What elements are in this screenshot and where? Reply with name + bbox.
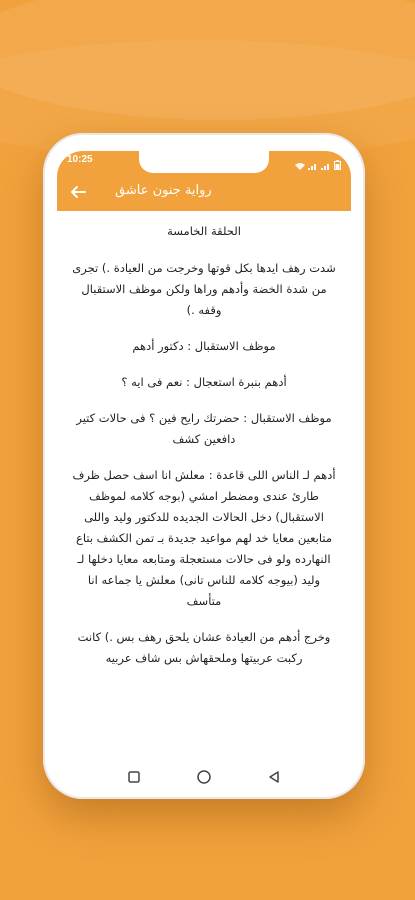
story-paragraph: أدهم لـ الناس اللى قاعدة : معلش انا اسف حصل ظرف طارئ عندى ومضطر امشي (بوجه كلامه لموظف الاستقبال) دخل الحالات الجديده للدكتور وليد واللى متابعين معايا خد لهم مواعيد جديدة بـ تمن الكشف بتاع النهارده ولو فى حالات مستعجلة ومتابعه معايا دخلها لـ وليد (بيوجه كلامه للناس تانى) معلش يا جماعه انا متأسف — [72, 468, 336, 608]
status-time: 10:25 — [67, 154, 93, 165]
phone-screen — [57, 151, 351, 755]
chapter-heading: الحلقة الخامسة — [167, 224, 241, 238]
nav-back-button[interactable] — [263, 766, 285, 788]
circle-icon — [196, 769, 212, 785]
system-nav-bar — [57, 755, 351, 799]
triangle-icon — [267, 770, 281, 784]
camera-notch — [139, 151, 269, 173]
square-icon — [127, 770, 141, 784]
arrow-left-icon — [65, 179, 91, 205]
back-button[interactable] — [65, 179, 91, 205]
page-title: رواية جنون عاشق — [115, 183, 212, 198]
signal-icon — [308, 155, 318, 174]
status-icons — [295, 155, 341, 174]
story-paragraph: أدهم بنبرة استعجال : نعم فى ايه ؟ — [121, 375, 287, 389]
story-paragraph: شدت رهف ايدها بكل قوتها وخرجت من العيادة .) تجرى من شدة الخضة وأدهم وراها ولكن موظف الاستقبال وقفه .) — [72, 261, 336, 317]
signal-icon — [321, 155, 331, 174]
story-paragraph: وخرج أدهم من العيادة عشان يلحق رهف بس .) كانت ركبت عربيتها وملحقهاش بس شاف عربيه — [77, 630, 331, 665]
story-paragraph: موظف الاستقبال : حضرتك رايح فين ؟ فى حالات كتير دافعين كشف — [76, 411, 332, 446]
status-bar — [57, 151, 351, 173]
recent-apps-button[interactable] — [123, 766, 145, 788]
story-content[interactable] — [57, 211, 351, 755]
home-button[interactable] — [193, 766, 215, 788]
battery-icon — [334, 155, 341, 174]
app-bar — [57, 173, 351, 211]
phone-frame — [43, 133, 365, 799]
story-paragraph: موظف الاستقبال : دكتور أدهم — [132, 339, 276, 353]
wifi-icon — [295, 155, 305, 174]
